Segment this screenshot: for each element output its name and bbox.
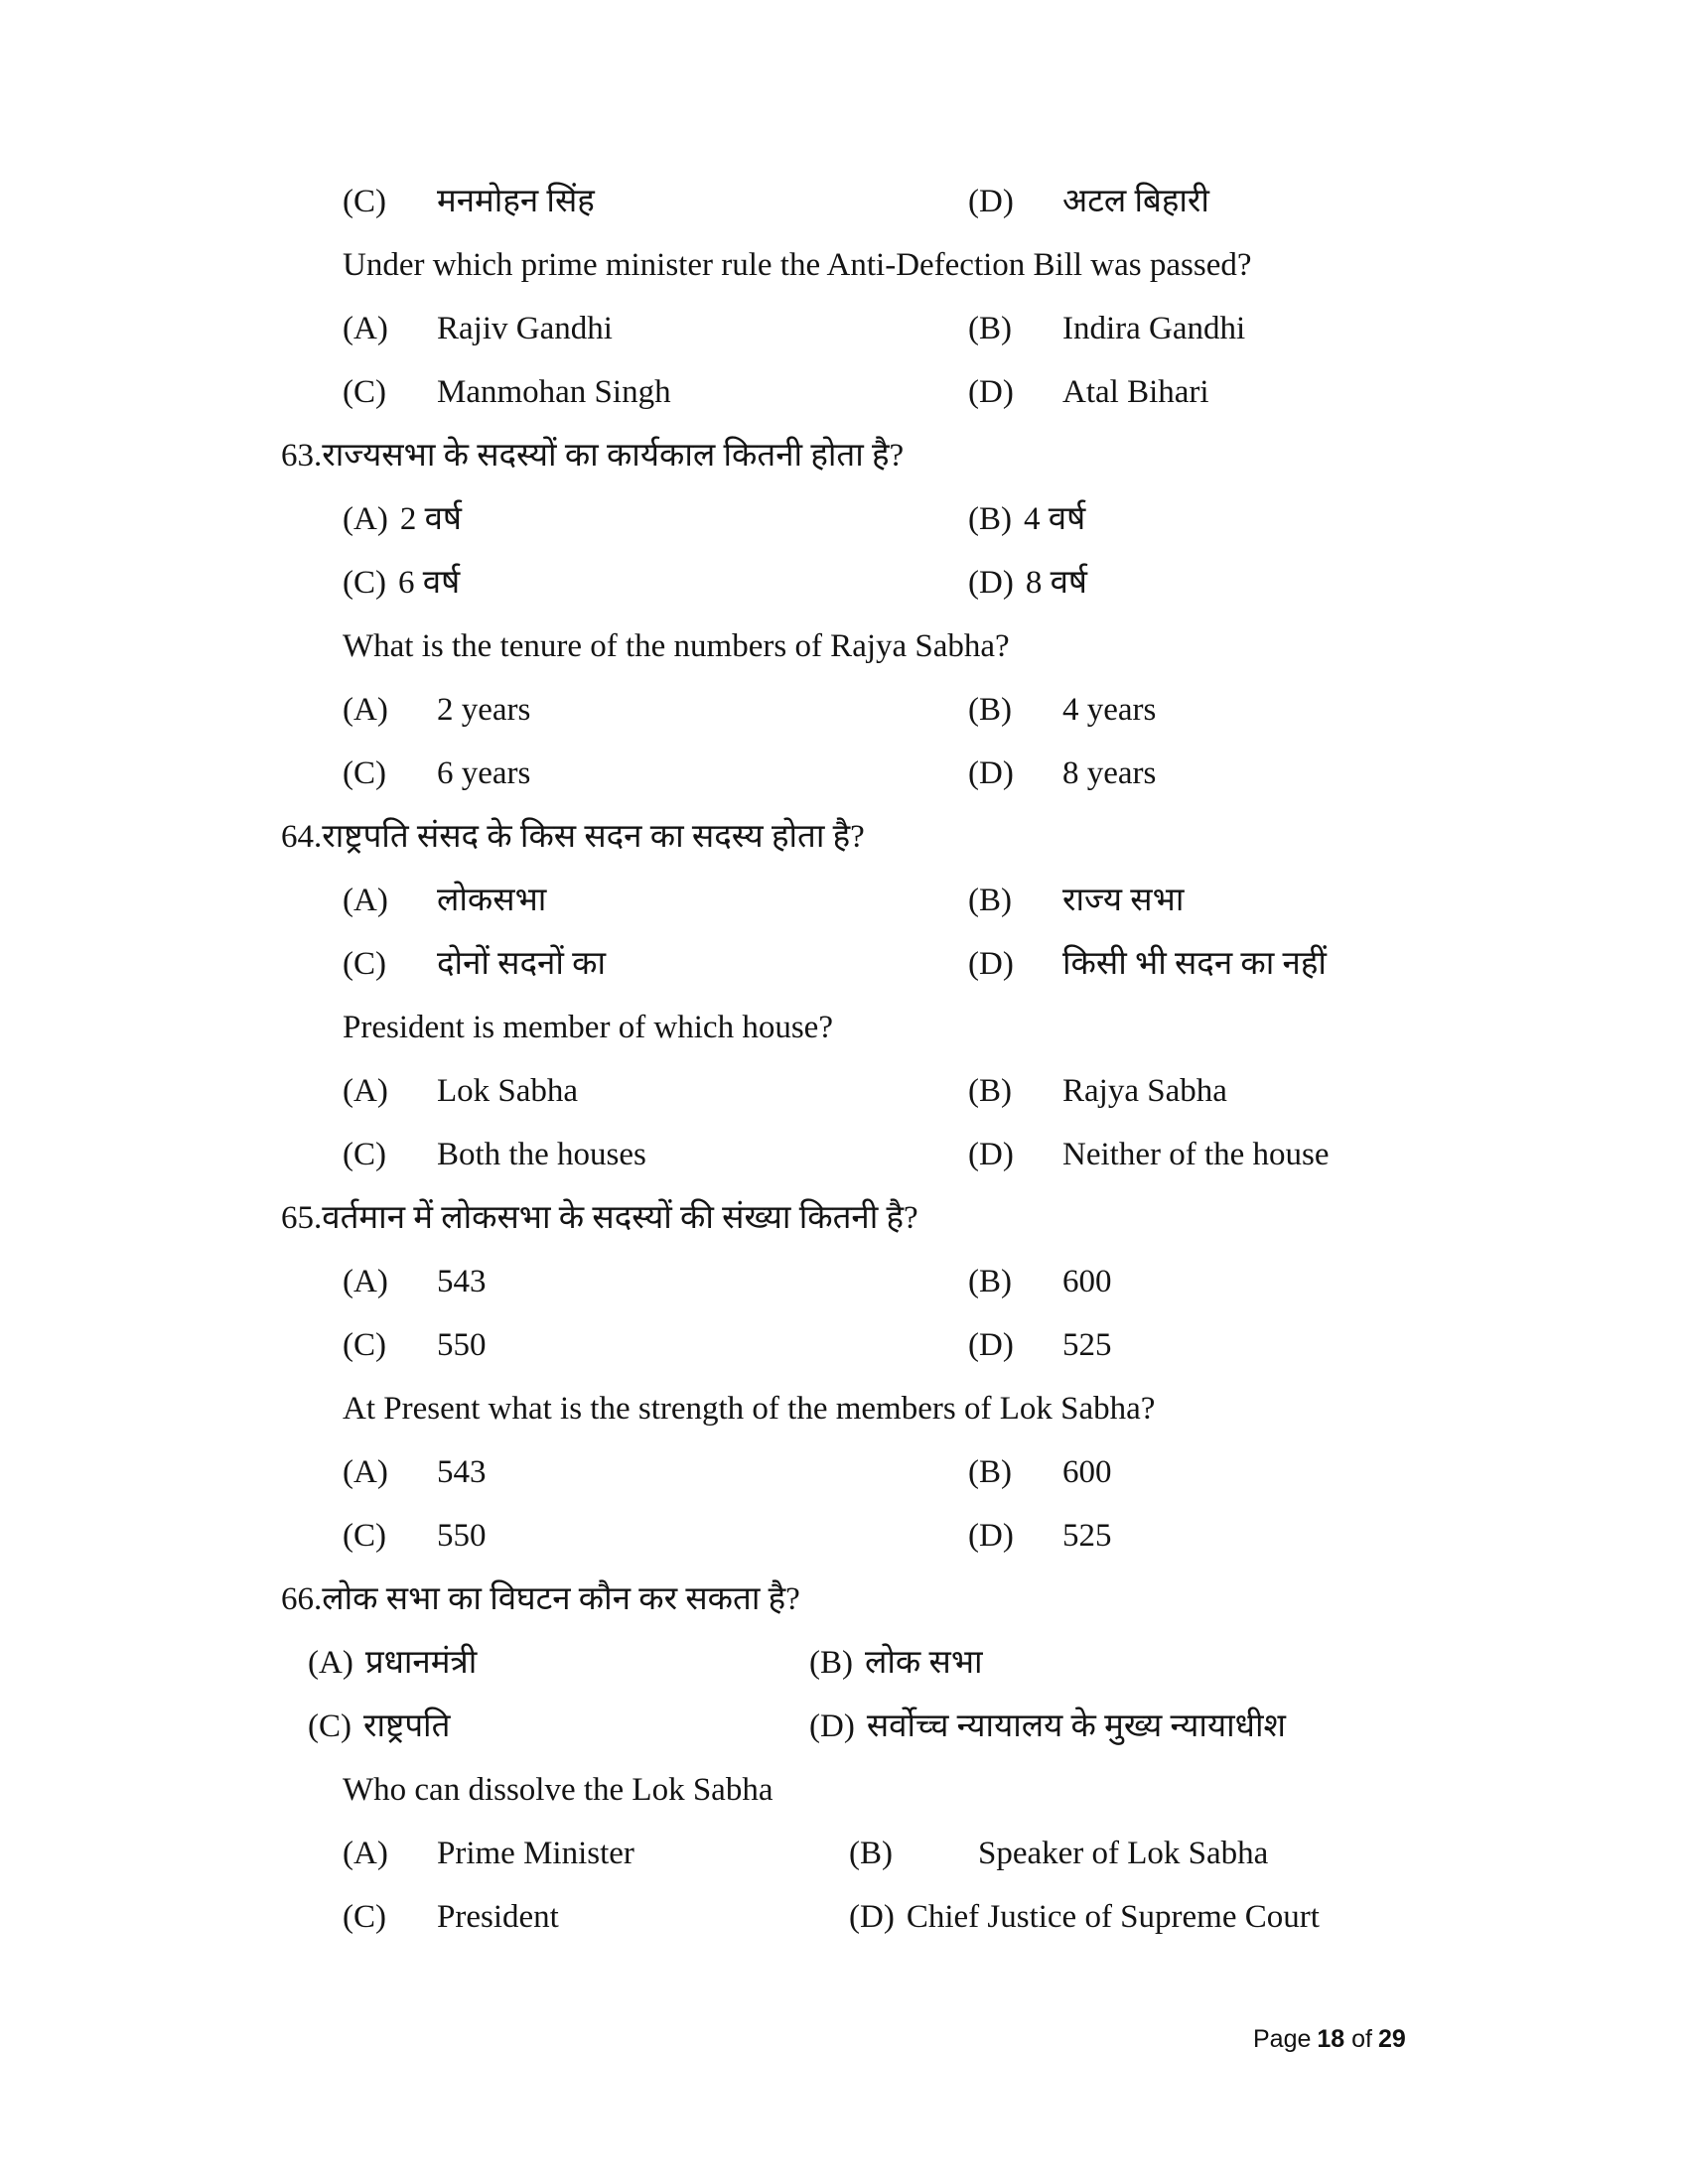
footer-page-number: 18 [1317,2025,1345,2053]
option-label: (A) [343,311,388,346]
option-row [0,1325,1688,1365]
option-text: 543 [437,1454,487,1490]
option-label: (D) [968,755,1014,791]
question-text-english: At Present what is the strength of the members of Lok Sabha? [343,1391,1156,1427]
page-footer [1253,2025,1406,2054]
option-a [343,1071,968,1111]
option-label: (B) [968,501,1012,537]
option-c [343,753,968,793]
option-label: (D) [849,1899,895,1935]
option-row [0,1834,1688,1873]
option-row [0,1135,1688,1174]
option-row [0,563,1688,603]
option-label: (C) [343,1327,386,1363]
option-row [0,690,1688,730]
footer-of-word: of [1351,2025,1373,2053]
option-row [0,499,1688,539]
question-text-hindi: 64. राष्ट्रपति संसद के किस सदन का सदस्य होता है? [281,819,865,855]
option-label: (B) [968,1264,1012,1299]
option-row [0,1643,1688,1683]
option-text: 2 वर्ष [399,501,462,537]
option-row [0,372,1688,412]
option-c [343,563,968,603]
option-text: प्रधानमंत्री [364,1645,478,1681]
option-text: लोक सभा [865,1645,983,1681]
option-text: 4 वर्ष [1024,501,1086,537]
option-text: 525 [1062,1518,1112,1554]
option-d [968,1325,1112,1365]
option-d [968,1516,1112,1556]
question-text-hindi: 66. लोक सभा का विघटन कौन कर सकता है? [281,1581,800,1617]
option-b [849,1834,1268,1873]
option-label: (B) [968,311,1012,346]
option-d [968,563,1087,603]
question-text-hindi: 65. वर्तमान में लोकसभा के सदस्यों की संख्या कितनी है? [281,1200,918,1236]
option-label: (A) [343,1454,388,1490]
option-label: (C) [343,374,386,410]
option-b [968,1452,1112,1492]
option-label: (D) [968,374,1014,410]
option-label: (C) [343,1518,386,1554]
option-row [0,1262,1688,1301]
question-number: 63. [281,438,323,474]
option-label: (B) [968,1454,1012,1490]
option-a [343,499,968,539]
option-label: (B) [968,1073,1012,1109]
option-label: (A) [308,1645,353,1681]
option-label: (D) [968,1137,1014,1172]
option-d [968,1135,1330,1174]
option-b [968,499,1085,539]
option-text: 6 वर्ष [398,565,461,601]
option-label: (C) [308,1708,352,1744]
footer-total-pages: 29 [1378,2025,1406,2053]
option-text: Speaker of Lok Sabha [978,1836,1269,1871]
option-text: किसी भी सदन का नहीं [1062,946,1327,982]
option-label: (B) [968,692,1012,728]
option-c [308,1706,809,1746]
option-text: Rajiv Gandhi [437,311,613,346]
option-label: (A) [343,501,388,537]
option-label: (A) [343,883,388,918]
page-content [0,182,1688,1961]
option-label: (B) [809,1645,853,1681]
option-text: राज्य सभा [1062,883,1185,918]
option-text: राष्ट्रपति [363,1708,451,1744]
option-a [343,1262,968,1301]
option-label: (B) [849,1836,893,1871]
option-label: (A) [343,692,388,728]
option-c [343,1325,968,1365]
option-b [968,1071,1227,1111]
option-text: President [437,1899,559,1935]
option-text: दोनों सदनों का [437,946,607,982]
option-text: 4 years [1062,692,1157,728]
option-row [0,309,1688,348]
option-label: (D) [809,1708,855,1744]
option-c [343,182,968,221]
option-a [308,1643,809,1683]
option-label: (C) [343,184,386,219]
option-text: Lok Sabha [437,1073,579,1109]
option-c [343,372,968,412]
option-text: Prime Minister [437,1836,634,1871]
option-b [968,1262,1112,1301]
option-text: Indira Gandhi [1062,311,1246,346]
option-label: (C) [343,1899,386,1935]
option-row [0,1452,1688,1492]
question-number: 65. [281,1200,323,1236]
option-row [0,1706,1688,1746]
option-text: 6 years [437,755,531,791]
option-text: 600 [1062,1264,1112,1299]
option-d [809,1706,1286,1746]
option-row [0,1516,1688,1556]
option-label: (D) [968,184,1014,219]
option-d [968,372,1209,412]
option-text: 8 years [1062,755,1157,791]
option-label: (D) [968,946,1014,982]
option-label: (D) [968,1327,1014,1363]
option-text: Atal Bihari [1062,374,1209,410]
option-label: (A) [343,1836,388,1871]
option-text: अटल बिहारी [1062,184,1209,219]
option-row [0,1071,1688,1111]
option-text: सर्वोच्च न्यायालय के मुख्य न्यायाधीश [866,1708,1286,1744]
question-text-hindi: 63. राज्यसभा के सदस्यों का कार्यकाल कितनी होता है? [281,438,905,474]
option-label: (A) [343,1264,388,1299]
option-text: 2 years [437,692,531,728]
option-text: 600 [1062,1454,1112,1490]
option-row [0,753,1688,793]
question-text-english: President is member of which house? [343,1010,833,1045]
option-text: Manmohan Singh [437,374,671,410]
option-c [343,1135,968,1174]
option-a [343,881,968,920]
option-d [849,1897,1320,1937]
question-text-english: Under which prime minister rule the Anti-Defection Bill was passed? [343,247,1252,283]
option-label: (D) [968,1518,1014,1554]
option-row [0,944,1688,984]
option-c [343,944,968,984]
option-label: (C) [343,755,386,791]
option-c [343,1516,968,1556]
option-a [343,309,968,348]
question-number: 64. [281,819,323,855]
question-text-english: Who can dissolve the Lok Sabha [343,1772,774,1808]
option-a [343,1452,968,1492]
option-label: (C) [343,946,386,982]
footer-page-word: Page [1253,2025,1312,2053]
option-b [968,309,1245,348]
option-text: लोकसभा [437,883,547,918]
option-text: 550 [437,1327,487,1363]
option-label: (B) [968,883,1012,918]
option-d [968,753,1156,793]
option-text: Chief Justice of Supreme Court [906,1899,1320,1935]
option-a [343,690,968,730]
option-b [968,881,1184,920]
option-d [968,182,1209,221]
option-label: (C) [343,1137,386,1172]
option-text: Neither of the house [1062,1137,1330,1172]
option-b [968,690,1156,730]
question-text-english: What is the tenure of the numbers of Rajya Sabha? [343,628,1010,664]
option-label: (A) [343,1073,388,1109]
option-row [0,881,1688,920]
option-d [968,944,1327,984]
option-c [343,1897,849,1937]
option-text: 525 [1062,1327,1112,1363]
option-text: मनमोहन सिंह [437,184,595,219]
question-number: 66. [281,1581,323,1617]
option-text: 8 वर्ष [1025,565,1087,601]
option-text: 550 [437,1518,487,1554]
option-text: Both the houses [437,1137,646,1172]
option-row [0,1897,1688,1937]
option-label: (D) [968,565,1014,601]
option-text: Rajya Sabha [1062,1073,1227,1109]
option-row [0,182,1688,221]
option-text: 543 [437,1264,487,1299]
option-label: (C) [343,565,386,601]
option-b [809,1643,983,1683]
option-a [343,1834,849,1873]
